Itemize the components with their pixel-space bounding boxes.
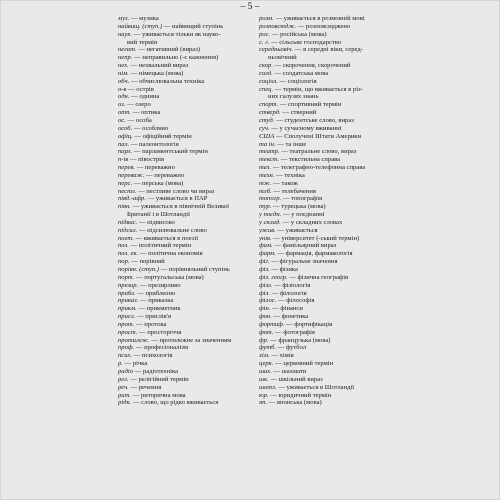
abbreviation: студ. [259, 116, 275, 124]
abbreviation-entry [118, 376, 253, 384]
definition: — підвисоко [138, 218, 175, 226]
abbreviation: унів. [259, 234, 272, 242]
abbreviation: церк. [259, 360, 274, 368]
definition: — стверний [282, 109, 317, 117]
definition: — уживається в ПАР [147, 195, 208, 203]
abbreviation: тур. [259, 203, 272, 211]
abbreviation-entry [259, 313, 399, 321]
abbreviation-entry [259, 305, 399, 313]
abbreviation-entry [259, 258, 399, 266]
definition: — приблизно [137, 289, 176, 297]
abbreviation-entry [118, 242, 253, 250]
abbreviation: негат. [118, 46, 137, 54]
abbreviation-entry [259, 266, 399, 274]
abbreviation-entry [118, 125, 253, 133]
abbreviation: тлб. [259, 187, 272, 195]
abbreviation-entry [118, 78, 253, 86]
abbreviation-entry [118, 399, 253, 407]
abbreviation: протилеж. [118, 336, 150, 344]
abbreviation-entry [118, 117, 253, 125]
abbreviation-entry [118, 337, 253, 345]
abbreviation-entry [259, 125, 399, 133]
definition: — пестливе слово чи вираз [138, 187, 215, 195]
abbreviation-entry [118, 211, 253, 219]
abbreviation-entry [118, 141, 253, 149]
abbreviation: шк. [259, 375, 269, 383]
definition: — студентське слово, вираз [276, 116, 354, 124]
definition: — французька (мова) [270, 336, 331, 344]
abbreviation-entry [259, 219, 399, 227]
abbreviation: перс. [118, 179, 133, 187]
abbreviation: фр. [259, 336, 269, 344]
abbreviation-entry [118, 180, 253, 188]
abbreviation: найвищ. (ступ.) [118, 22, 163, 30]
abbreviation-entry [259, 180, 399, 188]
abbreviation: спец. [259, 85, 274, 93]
abbreviation: у склад. [259, 218, 281, 226]
definition: — слово, що рідко вживається [132, 399, 219, 407]
abbreviation-entry [118, 274, 253, 282]
abbreviation: поет. [118, 234, 134, 242]
abbreviation-entry [259, 329, 399, 337]
definition: — фортифікація [286, 320, 333, 328]
abbreviation: США [259, 132, 275, 140]
definition: — презирливо [139, 281, 181, 289]
abbreviation-entry [118, 54, 253, 62]
definition: — японська (мова) [268, 399, 322, 407]
abbreviation: наук. [118, 30, 133, 38]
abbreviation-entry [259, 360, 399, 368]
definition: — оптика [132, 109, 161, 117]
abbreviation-entry [118, 62, 253, 70]
abbreviation: непр. [118, 54, 133, 62]
definition: — прислів'я [137, 313, 171, 321]
definition: — найвищий ступінь [163, 22, 224, 30]
definition: — солдатська мова [274, 69, 329, 77]
definition: — порівняй [131, 258, 165, 266]
abbreviation-entry [118, 368, 253, 376]
definition: — офіційний термін [134, 132, 192, 140]
abbreviation: пол. ек. [118, 250, 139, 258]
definition: — порівняльний ступінь [160, 266, 230, 273]
definition: — текстильна справа [280, 156, 341, 164]
abbreviation-entry [259, 54, 399, 62]
abbreviation-entry [259, 384, 399, 392]
abbreviation-entry [259, 117, 399, 125]
definition: — термін, що вживається в різ- [274, 85, 363, 93]
definition: — палеонтологія [130, 140, 179, 148]
abbreviation: нім. [118, 69, 129, 77]
definition: — техніка [276, 171, 305, 179]
definition: — уживається в розмовній мові [275, 15, 365, 22]
definition: — російська (мова) [271, 30, 327, 38]
definition: — уживається тільки як науко- [133, 30, 221, 38]
abbreviation: соціол. [259, 77, 278, 85]
abbreviation-entry [118, 290, 253, 298]
abbreviation: шах. [259, 367, 272, 375]
abbreviation-entry [259, 164, 399, 172]
abbreviation: оз. [118, 101, 126, 109]
abbreviation: фіз. [259, 266, 270, 273]
abbreviation: півд.-афр. [118, 195, 146, 203]
definition: ньовічний [268, 54, 297, 62]
abbreviation-entry [118, 321, 253, 329]
abbreviation-entry [118, 86, 253, 94]
abbreviation-entry [259, 227, 399, 235]
abbreviation: парл. [118, 148, 133, 156]
abbreviation: присл. [118, 313, 136, 321]
abbreviation-entry [259, 250, 399, 258]
definition: — фамільярний вираз [274, 242, 337, 250]
definition: — хімія [271, 352, 294, 360]
abbreviation-entry [118, 195, 253, 203]
right-column [259, 15, 399, 407]
definition: — філологія [271, 289, 307, 297]
abbreviation-entry [118, 329, 253, 337]
definition: — уживається в північній Великої [132, 203, 229, 211]
definition: — приказка [140, 297, 174, 305]
abbreviation: скор. [259, 62, 274, 70]
abbreviation-entry [259, 399, 399, 407]
definition: — підсилювальне слово [138, 226, 207, 234]
abbreviation: театр. [259, 148, 280, 156]
abbreviation-entry [259, 321, 399, 329]
abbreviation: о-в [118, 85, 127, 93]
definition: — особа [127, 116, 152, 124]
abbreviation: презир. [118, 281, 139, 289]
abbreviation: солд. [259, 69, 273, 77]
abbreviation-entry [118, 156, 253, 164]
abbreviation-entry [118, 297, 253, 305]
abbreviation-entry [259, 101, 399, 109]
abbreviation-entry [118, 101, 253, 109]
definition: — юридичний термін [270, 391, 332, 399]
definition: — шахмати [273, 367, 307, 375]
abbreviation: прикм. [118, 305, 137, 313]
abbreviation: п-ів [118, 156, 129, 164]
abbreviation-entry [118, 235, 253, 243]
page-number: – 5 – [240, 2, 260, 12]
definition: — релігійний термін [130, 375, 189, 383]
abbreviation: обч. [118, 77, 130, 85]
definition: — уживається в Шотландії [278, 383, 355, 391]
abbreviation: проф. [118, 344, 135, 352]
definition: — риторична мова [132, 391, 186, 399]
abbreviation: яп. [259, 399, 268, 407]
abbreviation-entry [118, 23, 253, 31]
abbreviation: пол. [118, 242, 129, 250]
abbreviation-entry [259, 133, 399, 141]
definition: — футбол [277, 344, 307, 352]
abbreviation-entry [259, 39, 399, 47]
definition: — фінанси [272, 305, 303, 313]
abbreviation-entry [259, 344, 399, 352]
abbreviation: півн. [118, 203, 131, 211]
definition: — професіоналізм [135, 344, 188, 352]
definition: — фармація, фармакологія [277, 250, 353, 258]
definition: — однина [131, 93, 160, 101]
definition: — розповсюджено [297, 22, 351, 30]
abbreviation-entry [118, 203, 253, 211]
abbreviation-entry [259, 203, 399, 211]
definition: — радіотехніка [134, 367, 178, 375]
abbreviation: пор. [118, 258, 130, 266]
definition: — у складних словах [282, 218, 343, 226]
abbreviation: суч. [259, 124, 270, 132]
abbreviation: рит. [118, 391, 132, 399]
abbreviation: розм. [259, 15, 274, 22]
definition: — нехвальний вираз [130, 62, 189, 70]
abbreviation-entry [118, 70, 253, 78]
abbreviation: рел. [118, 375, 129, 383]
abbreviation: прот. [118, 320, 135, 328]
abbreviation: топогр. [259, 195, 282, 203]
definition: вий термін [127, 38, 158, 46]
abbreviation: ос. [118, 116, 126, 124]
abbreviation-entry [259, 23, 399, 31]
definition: — речення [130, 383, 162, 391]
abbreviation: рідк. [118, 399, 132, 407]
abbreviation: перев. [118, 164, 135, 172]
abbreviation-entry [118, 109, 253, 117]
definition: — річка [124, 360, 148, 368]
definition: — німецька (мова) [130, 69, 184, 77]
definition: — шкільний вираз [270, 375, 323, 383]
abbreviation: шотл. [259, 383, 277, 391]
abbreviation-entry [259, 78, 399, 86]
abbreviation: псих. [118, 352, 133, 360]
abbreviation-entry [259, 368, 399, 376]
definition: — філософія [278, 297, 315, 305]
abbreviation: р. [118, 360, 123, 368]
definition: — фізична географія [289, 273, 349, 281]
abbreviation: тж. [259, 179, 272, 187]
definition: — Сполучені Штати Америки [275, 132, 362, 140]
abbreviation-entry [259, 148, 399, 156]
definition: — театральне слово, вираз [281, 148, 357, 156]
definition: — в середні віки, серед- [294, 46, 363, 54]
abbreviation: пестл. [118, 187, 137, 195]
definition: — турецька (мова) [273, 203, 326, 211]
abbreviation-entry [259, 242, 399, 250]
definition: — обчислювальна техніка [130, 77, 205, 85]
definition: — церковний термін [275, 360, 334, 368]
definition: — політична економія [139, 250, 203, 258]
definition: — та інше [277, 140, 307, 148]
abbreviation-entry [118, 93, 253, 101]
abbreviation: розповсюдж. [259, 22, 297, 30]
abbreviation: фот. [259, 328, 274, 336]
abbreviation-entry [259, 15, 399, 23]
abbreviation: фізл. [259, 281, 273, 289]
abbreviation: фон. [259, 313, 272, 321]
definition: — спортивний термін [279, 101, 342, 109]
definition: — соціологія [279, 77, 317, 85]
definition: — політичний термін [130, 242, 192, 250]
abbreviation-entry [118, 31, 253, 39]
abbreviation: рос. [259, 30, 271, 38]
definition: — неправильно (-є кажнення) [134, 54, 219, 62]
abbreviation: у поєдн. [259, 211, 282, 219]
abbreviation: стверд. [259, 109, 281, 117]
abbreviation: фін. [259, 305, 271, 313]
abbreviation: фіз. геогр. [259, 273, 288, 281]
abbreviation: філ. [259, 289, 271, 297]
definition: — переважно [146, 171, 185, 179]
abbreviation: тел. [259, 164, 272, 172]
abbreviation-entry [118, 172, 253, 180]
abbreviation-entry [118, 384, 253, 392]
definition: — фонетика [273, 313, 309, 321]
abbreviation: ужив. [259, 226, 276, 234]
definition: — острів [128, 85, 154, 93]
abbreviation: муз. [118, 15, 130, 22]
abbreviation-entry [259, 156, 399, 164]
abbreviation: одн. [118, 93, 130, 101]
abbreviation: пал. [118, 140, 130, 148]
abbreviation: порт. [118, 273, 135, 281]
abbreviation: радіо [118, 367, 134, 375]
definition: — скорочення, скорочений [274, 62, 351, 70]
abbreviation-entry [259, 392, 399, 400]
abbreviation: юр. [259, 391, 269, 399]
definition: — фізіологія [274, 281, 311, 289]
definition: — у сучасному вживанні [271, 124, 342, 132]
abbreviation-entry [118, 15, 253, 23]
definition: — прикметник [138, 305, 181, 313]
definition: — фігуральне значення [271, 258, 338, 266]
definition: — фотографія [275, 328, 315, 336]
definition: — уживається [277, 226, 318, 234]
abbreviation: хім. [259, 352, 270, 360]
abbreviation-entry [118, 258, 253, 266]
abbreviation-entry [118, 46, 253, 54]
definition: — музика [130, 15, 159, 22]
abbreviation: підсил. [118, 226, 138, 234]
abbreviation-entry [118, 227, 253, 235]
abbreviation: офіц. [118, 132, 133, 140]
abbreviation-entry [118, 148, 253, 156]
definition: — телебачення [273, 187, 316, 195]
abbreviation: с. г. [259, 38, 270, 46]
definition: — півострів [129, 156, 165, 164]
definition: — перська (мова) [133, 179, 184, 187]
abbreviation: порівн. (ступ.) [118, 266, 159, 273]
abbreviation-entry [118, 133, 253, 141]
definition: — топографія [282, 195, 323, 203]
abbreviation-entry [259, 141, 399, 149]
definition: — також [273, 179, 298, 187]
abbreviation-entry [259, 337, 399, 345]
definition: — телеграфно-телефонна справа [272, 164, 366, 172]
abbreviation-entry [118, 344, 253, 352]
abbreviation-entry [118, 219, 253, 227]
abbreviation: текст. [259, 156, 279, 164]
abbreviation-entry [118, 188, 253, 196]
abbreviation-entry [118, 282, 253, 290]
abbreviation: прост. [118, 328, 138, 336]
abbreviation-entry [259, 109, 399, 117]
left-column [118, 15, 253, 407]
abbreviation-entry [259, 46, 399, 54]
abbreviation: фортиф. [259, 320, 285, 328]
abbreviation: реч. [118, 383, 129, 391]
abbreviation: техн. [259, 171, 275, 179]
abbreviation-entry [259, 62, 399, 70]
definition: — негативний (вираз) [138, 46, 200, 54]
abbreviation-entry [259, 235, 399, 243]
abbreviation-entry [259, 70, 399, 78]
abbreviation: підвис. [118, 218, 138, 226]
abbreviation-entry [259, 31, 399, 39]
definition: — парламентський термін [133, 148, 208, 156]
definition: — особливо [133, 124, 169, 132]
abbreviation-entry [118, 392, 253, 400]
definition: — озеро [127, 101, 151, 109]
definition: них галузях знань [268, 93, 319, 101]
abbreviation-entry [259, 172, 399, 180]
definition: Британії і в Шотландії [127, 211, 190, 219]
abbreviation: спорт. [259, 101, 279, 109]
definition: — протилежне за значенням [151, 336, 232, 344]
definition: — португальська (мова) [135, 273, 204, 281]
definition: — переважно [136, 164, 175, 172]
abbreviation: нех. [118, 62, 129, 70]
abbreviation-entry [259, 86, 399, 94]
definition: — університет (-ський термін) [273, 234, 360, 242]
abbreviation: переваж. [118, 171, 145, 179]
abbreviation: особ. [118, 124, 133, 132]
definition: — фізика [271, 266, 298, 273]
abbreviation-entry [118, 39, 253, 47]
abbreviation-entry [259, 274, 399, 282]
abbreviation: фам. [259, 242, 273, 250]
abbreviation: та ін. [259, 140, 276, 148]
abbreviation: опт. [118, 109, 132, 117]
abbreviation-entry [259, 195, 399, 203]
definition: — вживається в поезії [135, 234, 199, 242]
abbreviation-entry [259, 93, 399, 101]
abbreviation-entry [259, 297, 399, 305]
abbreviation: фарм. [259, 250, 276, 258]
abbreviation-entry [118, 250, 253, 258]
abbreviation: фіг. [259, 258, 270, 266]
abbreviation-entry [118, 164, 253, 172]
abbreviation-entry [118, 352, 253, 360]
abbreviation-entry [259, 290, 399, 298]
definition: — психологія [133, 352, 173, 360]
abbreviation-entry [118, 313, 253, 321]
definition: — просторіччя [138, 328, 182, 336]
abbreviation-entry [259, 282, 399, 290]
definition: — у поєднанні [282, 211, 325, 219]
abbreviation-entry [259, 352, 399, 360]
abbreviation: філос. [259, 297, 277, 305]
abbreviation-entry [259, 211, 399, 219]
abbreviation-entry [259, 188, 399, 196]
abbreviation: прибл. [118, 289, 136, 297]
abbreviation-entry [118, 305, 253, 313]
abbreviation-entry [118, 266, 253, 274]
abbreviation: футб. [259, 344, 277, 352]
abbreviation: приказ. [118, 297, 139, 305]
abbreviation-entry [118, 360, 253, 368]
definition: — сільське господарство [271, 38, 342, 46]
abbreviation-entry [259, 376, 399, 384]
definition: — протока [136, 320, 167, 328]
abbreviation: середньовіч. [259, 46, 294, 54]
